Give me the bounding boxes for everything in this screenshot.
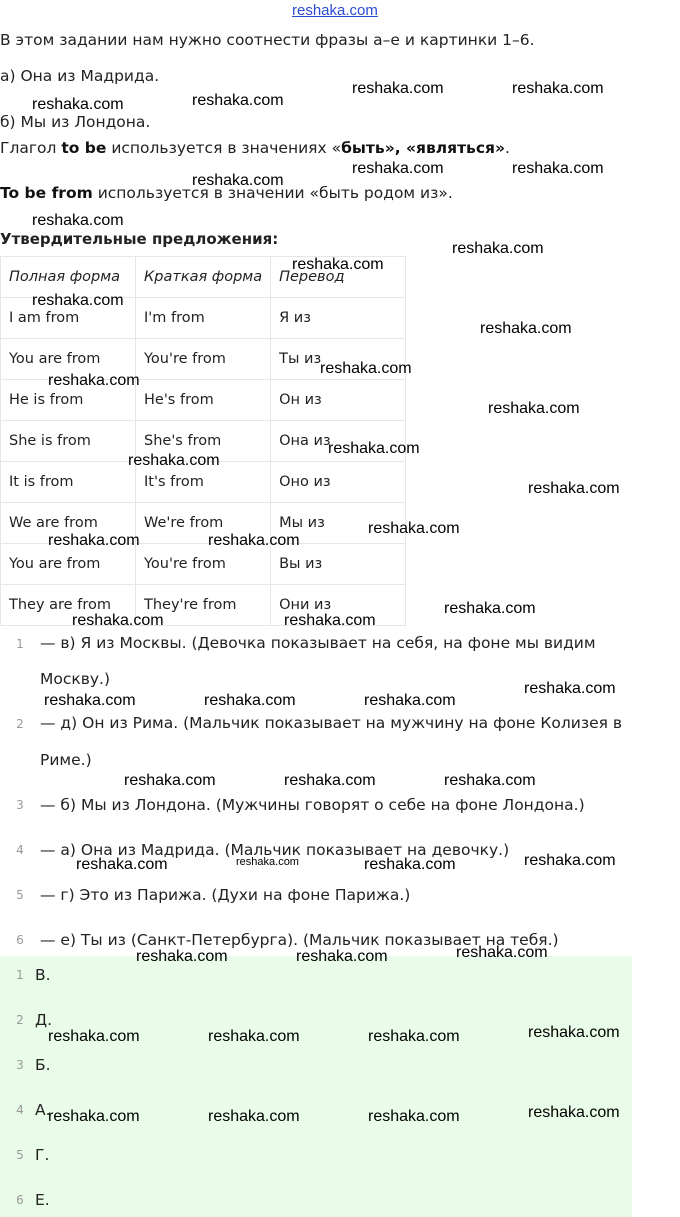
watermark: reshaka.com [48,1028,140,1045]
final-answer: Д. [35,1011,53,1029]
list-number: 6 [16,1193,24,1207]
watermark: reshaka.com [524,680,616,697]
watermark: reshaka.com [72,612,164,629]
table-cell: We are from [1,503,136,544]
watermark: reshaka.com [320,360,412,377]
table-cell: You're from [136,544,271,585]
answer-line: — в) Я из Москвы. (Девочка показывает на себя, на фоне мы видим [40,634,596,652]
table-cell: Ты из [271,339,406,380]
final-answers-box [0,956,632,1217]
answer-line: — г) Это из Парижа. (Духи на фоне Парижа.) [40,886,411,904]
watermark: reshaka.com [32,292,124,309]
watermark: reshaka.com [364,856,456,873]
watermark: reshaka.com [368,520,460,537]
table-cell: We're from [136,503,271,544]
watermark: reshaka.com [208,1108,300,1125]
table-cell: Он из [271,380,406,421]
watermark: reshaka.com [208,1028,300,1045]
watermark: reshaka.com [236,856,299,868]
table-cell: Они из [271,585,406,626]
watermark: reshaka.com [452,240,544,257]
site-link[interactable]: reshaka.com [292,2,378,19]
watermark: reshaka.com [364,692,456,709]
watermark: reshaka.com [456,944,548,961]
table-cell: It's from [136,462,271,503]
watermark: reshaka.com [368,1108,460,1125]
verb-bold: to be [61,139,107,157]
list-number: 5 [16,888,24,902]
list-number: 4 [16,1103,24,1117]
list-number: 2 [16,717,24,731]
list-number: 3 [16,1058,24,1072]
watermark: reshaka.com [444,772,536,789]
watermark: reshaka.com [136,948,228,965]
watermark: reshaka.com [528,1024,620,1041]
watermark: reshaka.com [204,692,296,709]
final-answer: Б. [35,1056,51,1074]
watermark: reshaka.com [512,80,604,97]
table-cell: Оно из [271,462,406,503]
answer-line: — а) Она из Мадрида. (Мальчик показывает на девочку.) [40,841,510,859]
list-number: 5 [16,1148,24,1162]
watermark: reshaka.com [352,160,444,177]
table-cell: Вы из [271,544,406,585]
list-number: 6 [16,933,24,947]
from-rest: используется в значении «быть родом из». [92,184,453,202]
watermark: reshaka.com [32,212,124,229]
watermark: reshaka.com [32,96,124,113]
table-cell: They are from [1,585,136,626]
list-number: 2 [16,1013,24,1027]
table-cell: You are from [1,339,136,380]
verb-explanation [0,139,510,157]
example-a: а) Она из Мадрида. [0,67,160,85]
table-cell: They're from [136,585,271,626]
verb-mid: используется в значениях « [106,139,342,157]
watermark: reshaka.com [444,600,536,617]
answer-line-cont: Риме.) [40,751,92,769]
watermark: reshaka.com [128,452,220,469]
table-header: Полная форма [1,257,136,298]
watermark: reshaka.com [44,692,136,709]
watermark: reshaka.com [296,948,388,965]
watermark: reshaka.com [292,256,384,273]
table-cell: You are from [1,544,136,585]
verb-bold2: быть», «являться» [341,139,506,157]
final-answer: Е. [35,1191,50,1209]
list-number: 3 [16,798,24,812]
watermark: reshaka.com [488,400,580,417]
watermark: reshaka.com [48,1108,140,1125]
final-answer: Г. [35,1146,50,1164]
table-cell: I am from [1,298,136,339]
table-cell: You're from [136,339,271,380]
table-cell: She's from [136,421,271,462]
task-text: В этом задании нам нужно соотнести фразы а–е и картинки 1–6. [0,31,535,49]
watermark: reshaka.com [48,372,140,389]
watermark: reshaka.com [512,160,604,177]
watermark: reshaka.com [284,612,376,629]
list-number: 4 [16,843,24,857]
watermark: reshaka.com [48,532,140,549]
table-header: Краткая форма [136,257,271,298]
watermark: reshaka.com [524,852,616,869]
watermark: reshaka.com [76,856,168,873]
watermark: reshaka.com [528,1104,620,1121]
table-cell: She is from [1,421,136,462]
list-number: 1 [16,637,24,651]
verb-pre: Глагол [0,139,62,157]
watermark: reshaka.com [284,772,376,789]
from-bold: To be from [0,184,93,202]
watermark: reshaka.com [208,532,300,549]
answer-line: — е) Ты из (Санкт-Петербурга). (Мальчик показывает на тебя.) [40,931,559,949]
table-cell: Она из [271,421,406,462]
list-number: 1 [16,968,24,982]
verb-end: . [505,139,510,157]
example-b: б) Мы из Лондона. [0,113,151,131]
final-answer: В. [35,966,51,984]
watermark: reshaka.com [368,1028,460,1045]
watermark: reshaka.com [480,320,572,337]
watermark: reshaka.com [192,172,284,189]
table-cell: Я из [271,298,406,339]
watermark: reshaka.com [124,772,216,789]
table-cell: He is from [1,380,136,421]
watermark: reshaka.com [192,92,284,109]
table-header: Перевод [271,257,406,298]
table-cell: I'm from [136,298,271,339]
affirm-heading: Утвердительные предложения: [0,230,279,248]
table-cell: He's from [136,380,271,421]
answer-line: — б) Мы из Лондона. (Мужчины говорят о себе на фоне Лондона.) [40,796,585,814]
watermark: reshaka.com [328,440,420,457]
table-cell: It is from [1,462,136,503]
final-answer: А. [35,1101,51,1119]
watermark: reshaka.com [352,80,444,97]
table-cell: Мы из [271,503,406,544]
watermark: reshaka.com [528,480,620,497]
answer-line: — д) Он из Рима. (Мальчик показывает на мужчину на фоне Колизея в [40,714,623,732]
answer-line-cont: Москву.) [40,670,111,688]
